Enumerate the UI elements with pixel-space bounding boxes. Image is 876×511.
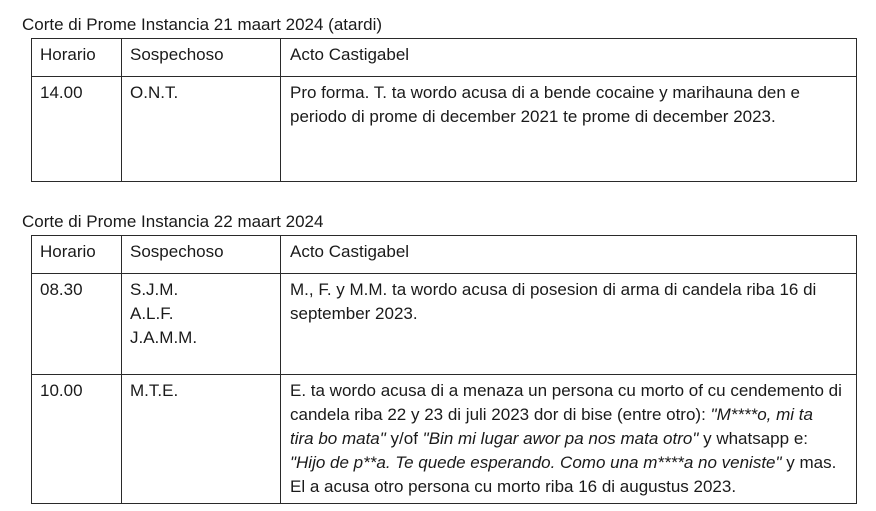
table-row [32,274,857,375]
section-2-title: Corte di Prome Instancia 22 maart 2024 [22,212,324,231]
act-cell [281,375,857,504]
act-line: periodo di prome di december 2021 te prome di december 2023. [290,107,776,126]
act-text: candela riba 22 y 23 di juli 2023 dor di bise (entre otro): [290,405,711,424]
schedule-table-2 [31,235,857,504]
header-horario: Horario [32,236,122,274]
table-header-row [32,236,857,274]
suspect-name: J.A.M.M. [130,328,198,347]
header-horario: Horario [32,39,122,77]
act-cell [281,77,857,182]
act-cell [281,274,857,375]
table-header-row [32,39,857,77]
quote-text: tira bo mata" [290,429,386,448]
act-line: E. ta wordo acusa di a menaza un persona cu morto of cu cendemento di [290,381,842,400]
time-cell: 14.00 [32,77,122,182]
suspect-name: S.J.M. [130,280,179,299]
act-text: y mas. [781,453,837,472]
suspect-cell: M.T.E. [122,375,281,504]
header-acto-castigabel: Acto Castigabel [281,236,857,274]
suspect-name: A.L.F. [130,304,174,323]
act-line: september 2023. [290,304,418,323]
header-sospechoso: Sospechoso [122,39,281,77]
act-line: El a acusa otro persona cu morto riba 16 di augustus 2023. [290,477,737,496]
header-sospechoso: Sospechoso [122,236,281,274]
time-cell: 08.30 [32,274,122,375]
act-line [290,427,852,451]
schedule-table-1 [31,38,857,182]
act-line: M., F. y M.M. ta wordo acusa di posesion di arma di candela riba 16 di [290,280,817,299]
time-cell: 10.00 [32,375,122,504]
quote-text: "Bin mi lugar awor pa nos mata otro" [422,429,699,448]
act-text: y/of [385,429,423,448]
quote-text: "M****o, mi ta [710,405,813,424]
act-text: y whatsapp e: [698,429,808,448]
table-row [32,77,857,182]
act-line [290,451,852,475]
table-row [32,375,857,504]
act-line [290,403,852,427]
act-line: Pro forma. T. ta wordo acusa di a bende cocaine y marihauna den e [290,83,800,102]
header-acto-castigabel: Acto Castigabel [281,39,857,77]
suspect-cell: O.N.T. [122,77,281,182]
quote-text: "Hijo de p**a. Te quede esperando. Como una m****a no veniste" [290,453,782,472]
section-1-title: Corte di Prome Instancia 21 maart 2024 (atardi) [22,15,383,34]
suspect-cell [122,274,281,375]
